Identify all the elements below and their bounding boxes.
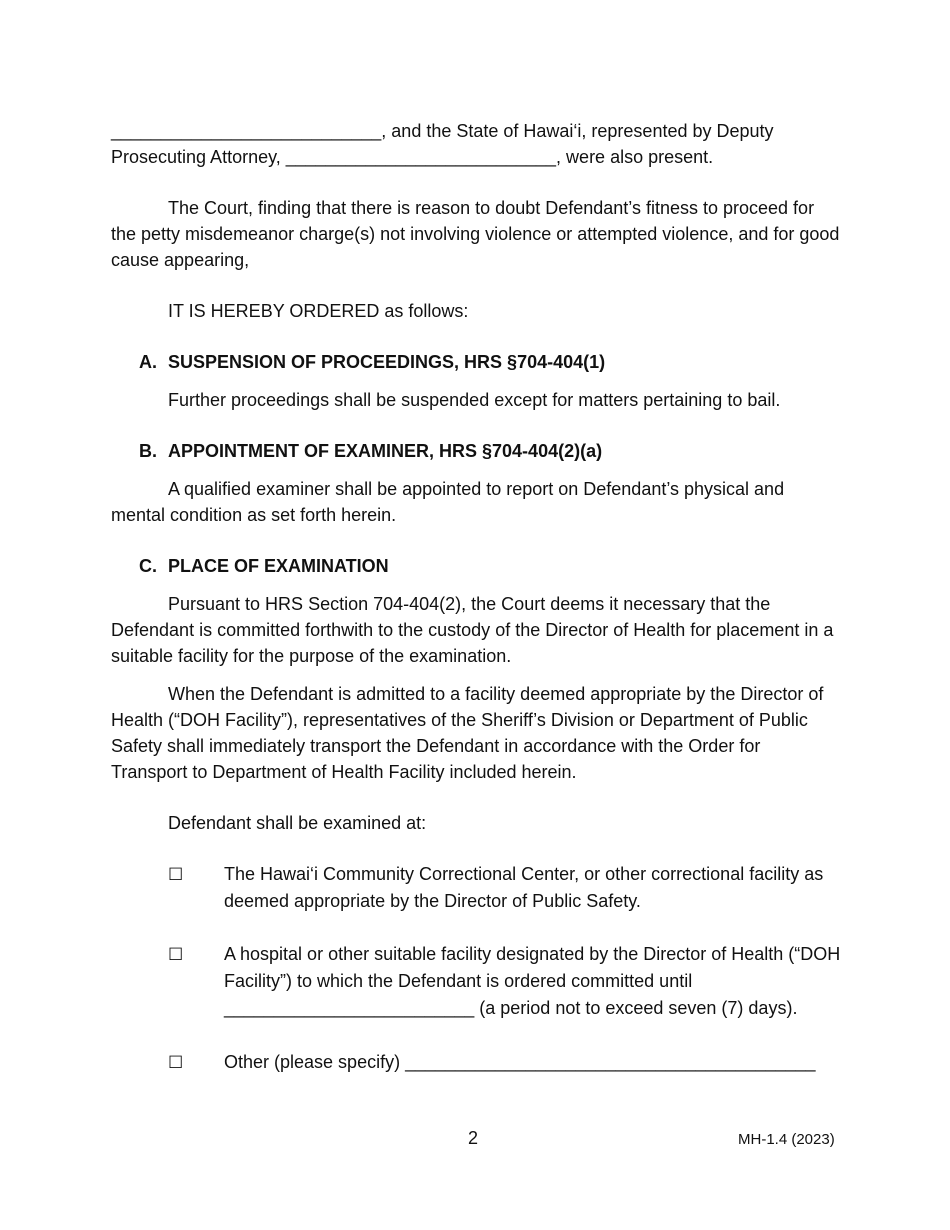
section-b-letter: B. xyxy=(139,441,157,461)
section-a-body: Further proceedings shall be suspended except for matters pertaining to bail. xyxy=(168,390,781,410)
examined-at-label: Defendant shall be examined at: xyxy=(168,813,427,833)
option-doh-facility-text: A hospital or other suitable facility designated by the Director of Health (“DOH Facility”) to which the Defendant is ordered committed until _________________________ (a period not to exceed seven (7) days). xyxy=(224,944,841,1018)
option-doh-facility xyxy=(168,941,841,1022)
option-other-text: Other (please specify) _________________________________________ xyxy=(224,1052,816,1072)
section-c-letter: C. xyxy=(139,556,157,576)
finding-paragraph: The Court, finding that there is reason to doubt Defendant’s fitness to proceed for the petty misdemeanor charge(s) not involving violence or attempted violence, and for good cause appearing, xyxy=(111,198,840,270)
form-code: MH-1.4 (2023) xyxy=(738,1131,835,1148)
section-c-heading xyxy=(139,553,841,579)
intro-line-1: ___________________________, and the State of Hawai‘i, represented by Deputy xyxy=(111,121,774,141)
checkbox-correctional-center[interactable]: ☐ xyxy=(168,865,184,884)
section-c-body-2: When the Defendant is admitted to a facility deemed appropriate by the Director of Health (“DOH Facility”), representatives of the Sheriff’s Division or Department of Public Safety shall immediately transport the Defendant in accordance with the Order for Transport to Department of Health Facility included herein. xyxy=(111,684,824,782)
checkbox-doh-facility[interactable]: ☐ xyxy=(168,945,184,964)
option-correctional-center-text: The Hawai‘i Community Correctional Center, or other correctional facility as deemed appropriate by the Director of Public Safety. xyxy=(224,864,824,911)
checkbox-other[interactable]: ☐ xyxy=(168,1053,184,1072)
intro-line-2: Prosecuting Attorney, ___________________________, were also present. xyxy=(111,147,714,167)
order-intro: IT IS HEREBY ORDERED as follows: xyxy=(168,301,469,321)
section-a-heading xyxy=(139,349,841,375)
page-number: 2 xyxy=(468,1128,479,1148)
section-c-body-1: Pursuant to HRS Section 704-404(2), the Court deems it necessary that the Defendant is committed forthwith to the custody of the Director of Health for placement in a suitable facility for the purpose of the examination. xyxy=(111,594,834,666)
document-body xyxy=(111,118,841,1076)
section-a-letter: A. xyxy=(139,352,157,372)
option-other xyxy=(168,1049,841,1076)
option-correctional-center xyxy=(168,861,841,915)
section-b-body: A qualified examiner shall be appointed to report on Defendant’s physical and mental condition as set forth herein. xyxy=(111,479,785,525)
section-a-title: SUSPENSION OF PROCEEDINGS, HRS §704-404(1) xyxy=(168,352,606,372)
section-b-title: APPOINTMENT OF EXAMINER, HRS §704-404(2)(a) xyxy=(168,441,603,461)
section-b-heading xyxy=(139,438,841,464)
section-c-title: PLACE OF EXAMINATION xyxy=(168,556,389,576)
